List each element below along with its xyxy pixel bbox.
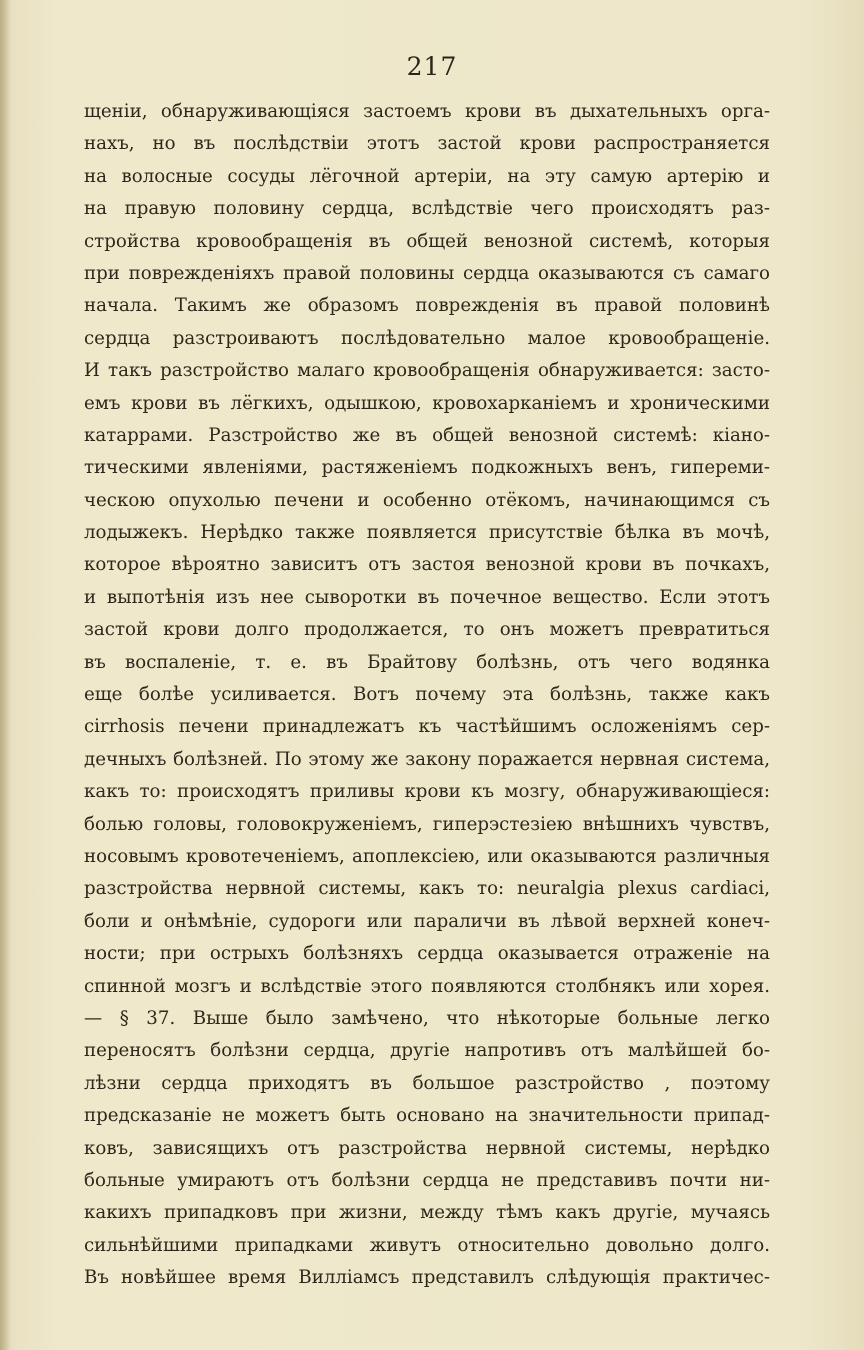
text-line: И такъ разстройство малаго кровообращенія обнаруживается: засто- <box>84 360 770 382</box>
text-line: стройства кровообращенія въ общей венозной системѣ, которыя <box>84 230 770 252</box>
text-line: разстройства нервной системы, какъ то: neuralgia plexus cardiaci, <box>84 878 770 900</box>
text-line: при поврежденіяхъ правой половины сердца оказываются съ самаго <box>84 262 770 284</box>
text-line: переносятъ болѣзни сердца, другіе напротивъ отъ малѣйшей бо- <box>84 1040 770 1062</box>
text-line: ческою опухолью печени и особенно отёкомъ, начинающимся съ <box>84 489 770 511</box>
text-line: нахъ, но въ послѣдствіи этотъ застой крови распространяется <box>84 133 770 155</box>
text-line: лодыжекъ. Нерѣдко также появляется присутствіе бѣлка въ мочѣ, <box>84 522 770 544</box>
body-text <box>84 96 770 1294</box>
text-line: дечныхъ болѣзней. По этому же закону поражается нервная система, <box>84 748 770 770</box>
text-line: тическими явленіями, растяженіемъ подкожныхъ венъ, гипереми- <box>84 457 770 479</box>
text-line: Въ новѣйшее время Вилліамсъ представилъ слѣдующія практичес- <box>84 1267 770 1289</box>
text-line: щеніи, обнаруживающіяся застоемъ крови въ дыхательныхъ орга- <box>84 101 770 122</box>
text-line: предсказаніе не можетъ быть основано на значительности припад- <box>84 1105 770 1127</box>
text-line: емъ крови въ лёгкихъ, одышкою, кровохарканіемъ и хроническими <box>84 392 770 414</box>
text-line: носовымъ кровотеченіемъ, апоплексіею, или оказываются различныя <box>84 845 770 867</box>
text-line: застой крови долго продолжается, то онъ можетъ превратиться <box>84 619 770 641</box>
text-line: ковъ, зависящихъ отъ разстройства нервной системы, нерѣдко <box>84 1137 770 1159</box>
text-line: на правую половину сердца, вслѣдствіе чего происходятъ раз- <box>84 198 770 220</box>
text-line: сердца разстроиваютъ послѣдовательно малое кровообращеніе. <box>84 327 770 349</box>
text-line: боли и онѣмѣніе, судороги или параличи въ лѣвой верхней конеч- <box>84 910 770 932</box>
text-line: ности; при острыхъ болѣзняхъ сердца оказывается отраженіе на <box>84 943 770 965</box>
text-line: которое вѣроятно зависитъ отъ застоя венозной крови въ почкахъ, <box>84 554 770 576</box>
text-line: болью головы, головокруженіемъ, гиперэстезіею внѣшнихъ чувствъ, <box>84 813 770 835</box>
text-line: спинной мозгъ и вслѣдствіе этого появляются столбнякъ или хорея. <box>84 975 770 997</box>
text-line: cirrhosis печени принадлежатъ къ частѣйшимъ осложеніямъ сер- <box>84 716 770 738</box>
text-line: какихъ припадковъ при жизни, между тѣмъ какъ другіе, мучаясь <box>84 1202 770 1224</box>
text-line: въ воспаленіе, т. е. въ Брайтову болѣзнь, отъ чего водянка <box>84 651 770 673</box>
text-line: начала. Такимъ же образомъ поврежденія въ правой половинѣ <box>84 295 770 317</box>
text-line: еще болѣе усиливается. Вотъ почему эта болѣзнь, также какъ <box>84 684 770 706</box>
text-line: и выпотѣнія изъ нее сыворотки въ почечное вещество. Если этотъ <box>84 586 770 608</box>
text-line: лѣзни сердца приходятъ въ большое разстройство , поэтому <box>84 1072 770 1094</box>
text-line: — § 37. Выше было замѣчено, что нѣкоторые больные легко <box>84 1007 770 1029</box>
text-line: какъ то: происходятъ приливы крови къ мозгу, обнаруживающіеся: <box>84 781 770 803</box>
text-line: больные умираютъ отъ болѣзни сердца не представивъ почти ни- <box>84 1169 770 1191</box>
page-edge-shadow <box>0 0 10 1350</box>
text-line: катаррами. Разстройство же въ общей венозной системѣ: кіано- <box>84 424 770 446</box>
text-line: сильнѣйшими припадками живутъ относительно довольно долго. <box>84 1234 770 1256</box>
page-number: 217 <box>406 52 458 81</box>
text-line: на волосные сосуды лёгочной артеріи, на эту самую артерію и <box>84 165 770 187</box>
